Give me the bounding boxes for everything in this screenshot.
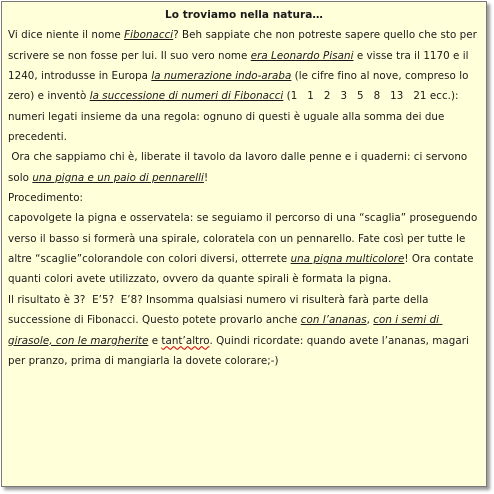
emphasized-phrase: la successione di numeri di Fibonacci xyxy=(89,90,284,103)
paragraph xyxy=(8,208,480,289)
paragraph xyxy=(8,147,480,188)
paragraph xyxy=(8,25,480,147)
text-run: ! Ora contate quanti colori avete utilizzato, ovvero da quante spirali è formata la pigna. xyxy=(8,253,477,286)
text-run: ! xyxy=(203,171,209,184)
emphasized-phrase: era Leonardo Pisani xyxy=(250,49,354,62)
spellcheck-flagged-word: tant’altro xyxy=(161,334,210,347)
text-run: Vi dice niente il nome xyxy=(8,29,125,42)
document-title: Lo troviamo nella natura… xyxy=(165,9,323,21)
text-run: ? Beh sappiate che non potreste sapere quello che sto per scrivere se non fosse per lui. Il suo vero nome xyxy=(8,29,481,62)
text-run: capovolgete la pigna e osservatela: se seguiamo il percorso di una “scaglia” proseguendo verso il basso si formerà una spirale, coloratela con un pennarello. Fate così per tutte le altre “scaglie”colorandole con colori diversi, otterrete xyxy=(8,212,481,266)
text-run: (le cifre fino al nove, compreso lo zero) e inventò xyxy=(8,70,472,103)
text-run: e visse tra il 1170 e il 1240, introdusse in Europa xyxy=(8,49,472,83)
document-frame xyxy=(1,1,487,487)
text-run: . Quindi ricordate: quando avete l’ananas, magari per pranzo, prima di mangiarla la dovete colorare;-) xyxy=(8,334,473,367)
text-run: e xyxy=(148,334,162,347)
emphasized-phrase: la numerazione indo-araba xyxy=(151,70,292,83)
paragraph xyxy=(8,188,480,208)
emphasized-phrase: con i semi di girasole, con le margherite xyxy=(8,314,443,347)
text-run: , xyxy=(366,314,374,327)
document-body xyxy=(2,2,486,371)
text-run: Ora che sappiamo chi è, liberate il tavolo da lavoro dalle penne e i quaderni: ci servono solo xyxy=(8,151,471,184)
emphasized-phrase: Fibonacci xyxy=(124,29,174,42)
paragraph-container xyxy=(8,25,480,371)
emphasized-phrase: con l’ananas xyxy=(300,314,367,327)
paragraph xyxy=(8,290,480,371)
emphasized-phrase: una pigna multicolore xyxy=(290,253,405,266)
text-run: (1 1 2 3 5 8 13 21 ecc.): numeri legati insieme da una regola: ognuno di questi è uguale alla somma dei due precedenti. xyxy=(8,90,462,144)
text-run: Procedimento: xyxy=(8,192,84,205)
text-run: Il risultato è 3? E’5? E’8? Insomma qualsiasi numero vi risulterà farà parte della successione di Fibonacci. Questo potete provarlo anche xyxy=(8,293,432,327)
emphasized-phrase: una pigna e un paio di pennarelli xyxy=(32,171,204,184)
